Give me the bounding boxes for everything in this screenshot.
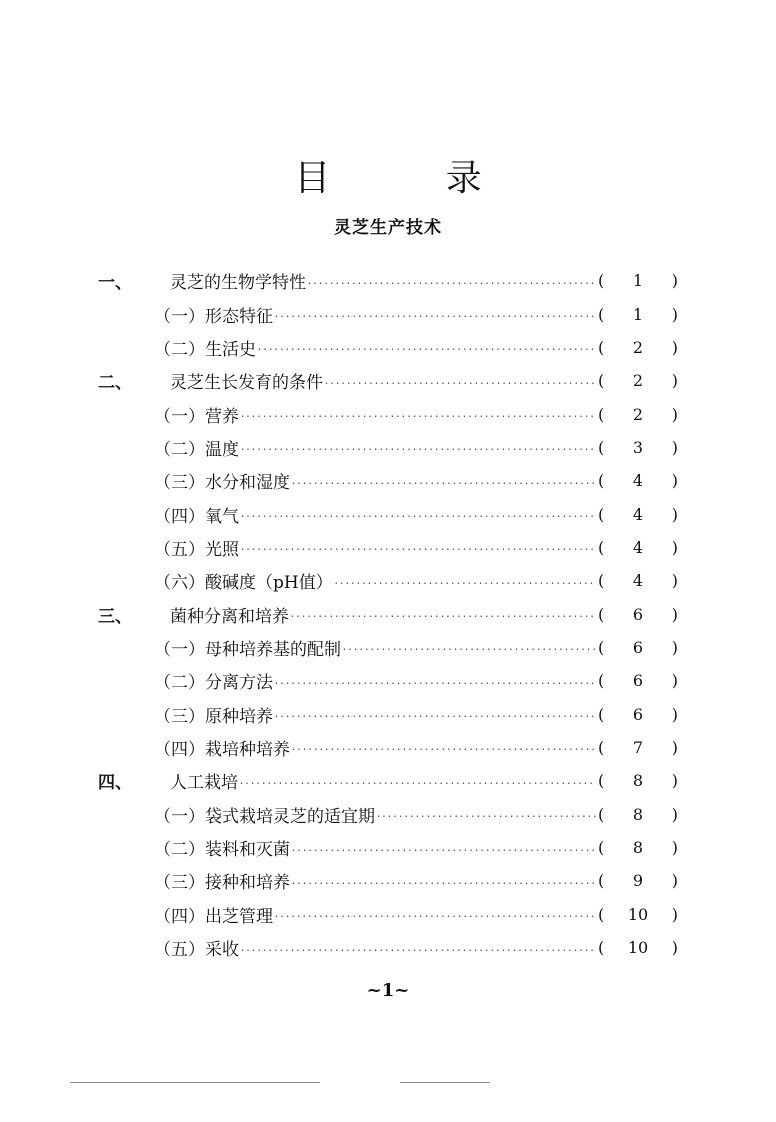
page-number: 4 — [632, 571, 644, 591]
dot-leader — [275, 674, 596, 688]
entry-page: ( 2 ) — [598, 404, 678, 424]
dot-leader — [335, 574, 596, 588]
entry-page: ( 2 ) — [598, 337, 678, 357]
dot-leader — [258, 340, 596, 354]
entry-title: （四）出芝管理 — [154, 906, 273, 927]
scan-edge-line — [400, 1082, 490, 1083]
dot-leader — [275, 707, 596, 721]
dot-leader — [308, 274, 596, 288]
entry-page: ( 6 ) — [598, 704, 678, 724]
chapter-number: 三、 — [98, 606, 132, 627]
entry-title: 菌种分离和培养 — [170, 606, 289, 627]
dot-leader — [292, 874, 596, 888]
entry-page: ( 10 ) — [598, 904, 678, 924]
chapter-number: 二、 — [98, 373, 132, 394]
scan-edge-line — [70, 1082, 320, 1083]
page-number: 6 — [632, 671, 644, 691]
dot-leader — [343, 640, 596, 654]
entry-page: ( 9 ) — [598, 871, 678, 891]
toc-entry — [98, 697, 678, 730]
entry-title: （二）生活史 — [154, 339, 256, 360]
entry-page: ( 2 ) — [598, 371, 678, 391]
toc-entry — [98, 564, 678, 597]
toc-entry — [98, 597, 678, 630]
entry-title: （二）分离方法 — [154, 673, 273, 694]
page-number: 6 — [632, 604, 644, 624]
toc-entry — [98, 631, 678, 664]
page-number: 8 — [632, 838, 644, 858]
page-number: 2 — [632, 371, 644, 391]
toc-entry — [98, 364, 678, 397]
page-number: 2 — [632, 337, 644, 357]
dot-leader — [240, 774, 596, 788]
dot-leader — [275, 907, 596, 921]
entry-page: ( 6 ) — [598, 671, 678, 691]
toc-entry — [98, 531, 678, 564]
entry-title: （一）形态特征 — [154, 306, 273, 327]
toc-entry — [98, 831, 678, 864]
toc-entry — [98, 898, 678, 931]
entry-page: ( 7 ) — [598, 737, 678, 757]
toc-entry — [98, 264, 678, 297]
page-number: 7 — [632, 737, 644, 757]
page-number: 8 — [632, 804, 644, 824]
page-number: 8 — [632, 771, 644, 791]
toc-entry — [98, 431, 678, 464]
chapter-number: 一、 — [98, 273, 132, 294]
toc-entry — [98, 464, 678, 497]
entry-page: ( 4 ) — [598, 504, 678, 524]
page-number: 9 — [632, 871, 644, 891]
page-number: 1 — [632, 271, 644, 291]
page-number: 1 — [632, 304, 644, 324]
dot-leader — [241, 540, 596, 554]
toc-entry — [98, 864, 678, 897]
entry-page: ( 10 ) — [598, 938, 678, 958]
entry-title: （二）温度 — [154, 439, 239, 460]
table-of-contents — [98, 264, 678, 964]
entry-page: ( 3 ) — [598, 437, 678, 457]
entry-title: （三）水分和湿度 — [154, 473, 290, 494]
toc-entry — [98, 664, 678, 697]
page-number: 2 — [632, 404, 644, 424]
page-title: 目 录 — [294, 158, 534, 199]
toc-entry — [98, 931, 678, 964]
entry-page: ( 4 ) — [598, 571, 678, 591]
entry-title: （四）栽培种培养 — [154, 739, 290, 760]
entry-title: （一）营养 — [154, 406, 239, 427]
entry-page: ( 4 ) — [598, 471, 678, 491]
entry-page: ( 8 ) — [598, 838, 678, 858]
entry-title: （一）袋式栽培灵芝的适宜期 — [154, 806, 375, 827]
entry-page: ( 8 ) — [598, 804, 678, 824]
entry-page: ( 6 ) — [598, 637, 678, 657]
page-number: 6 — [632, 704, 644, 724]
entry-title: （三）原种培养 — [154, 706, 273, 727]
toc-entry — [98, 331, 678, 364]
dot-leader — [377, 807, 596, 821]
entry-title: （二）装料和灭菌 — [154, 840, 290, 861]
page-number: 4 — [632, 504, 644, 524]
dot-leader — [275, 307, 596, 321]
entry-page: ( 1 ) — [598, 304, 678, 324]
page-number: 3 — [632, 437, 644, 457]
toc-entry — [98, 297, 678, 330]
toc-entry — [98, 731, 678, 764]
chapter-number: 四、 — [98, 773, 132, 794]
toc-entry — [98, 798, 678, 831]
dot-leader — [292, 740, 596, 754]
toc-entry — [98, 497, 678, 530]
dot-leader — [291, 607, 596, 621]
entry-title: 灵芝生长发育的条件 — [170, 373, 323, 394]
dot-leader — [241, 941, 596, 955]
entry-title: （六）酸碱度（pH值） — [154, 573, 333, 594]
dot-leader — [241, 407, 596, 421]
dot-leader — [292, 841, 596, 855]
dot-leader — [241, 507, 596, 521]
toc-entry — [98, 764, 678, 797]
entry-page: ( 8 ) — [598, 771, 678, 791]
entry-title: 灵芝的生物学特性 — [170, 273, 306, 294]
page-number: 6 — [632, 637, 644, 657]
toc-entry — [98, 397, 678, 430]
entry-page: ( 6 ) — [598, 604, 678, 624]
entry-title: （一）母种培养基的配制 — [154, 639, 341, 660]
entry-title: （五）采收 — [154, 940, 239, 961]
entry-page: ( 4 ) — [598, 537, 678, 557]
page-number: 4 — [632, 537, 644, 557]
entry-title: （五）光照 — [154, 539, 239, 560]
entry-title: 人工栽培 — [170, 773, 238, 794]
dot-leader — [292, 474, 596, 488]
page-number: 4 — [632, 471, 644, 491]
page-number: 10 — [627, 938, 649, 958]
entry-title: （三）接种和培养 — [154, 873, 290, 894]
dot-leader — [325, 374, 596, 388]
page-number-footer: ~1~ — [366, 980, 410, 1001]
dot-leader — [241, 440, 596, 454]
page-number: 10 — [627, 904, 649, 924]
entry-title: （四）氧气 — [154, 506, 239, 527]
entry-page: ( 1 ) — [598, 271, 678, 291]
book-section-title: 灵芝生产技术 — [334, 218, 442, 238]
